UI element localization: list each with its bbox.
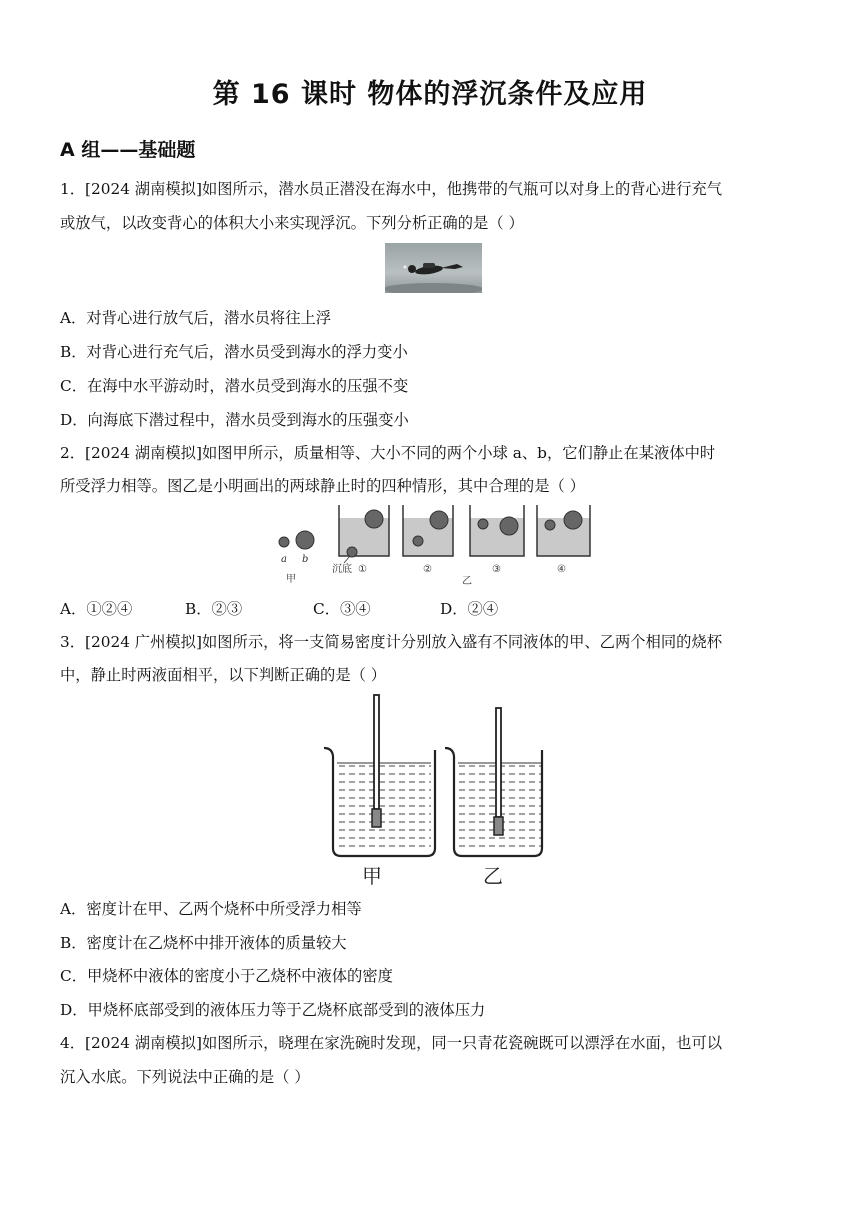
label-yi: 乙 <box>462 576 472 587</box>
label-n4: ④ <box>557 564 566 575</box>
label-jia: 甲 <box>286 574 296 585</box>
label-n3: ③ <box>492 564 501 575</box>
q3-option-d: D．甲烧杯底部受到的液体压力等于乙烧杯底部受到的液体压力 <box>60 1001 486 1019</box>
beaker-4 <box>537 505 590 556</box>
q1-option-d: D．向海底下潜过程中，潜水员受到海水的压强变小 <box>60 411 409 429</box>
label-jia: 甲 <box>362 864 382 888</box>
label-a: a <box>281 554 287 565</box>
q3-stem-line1: 3．[2024 广州模拟]如图所示，将一支简易密度计分别放入盛有不同液体的甲、乙两个相同的烧杯 <box>60 633 723 651</box>
page-title: 第 16 课时 物体的浮沉条件及应用 <box>212 79 648 110</box>
q4-stem-line1: 4．[2024 湖南模拟]如图所示，晓理在家洗碗时发现，同一只青花瓷碗既可以漂浮在水面，也可以 <box>60 1034 723 1052</box>
q3-option-b: B．密度计在乙烧杯中排开液体的质量较大 <box>60 934 347 952</box>
label-n2: ② <box>423 564 432 575</box>
q2-stem-line1: 2．[2024 湖南模拟]如图甲所示，质量相等、大小不同的两个小球 a、b，它们静止在某液体中时 <box>60 444 716 462</box>
label-b: b <box>302 554 309 565</box>
label-yi: 乙 <box>483 864 503 888</box>
q2-option-c: C．③④ <box>313 600 371 618</box>
q3-option-a: A．密度计在甲、乙两个烧杯中所受浮力相等 <box>60 900 362 918</box>
section-heading: A 组——基础题 <box>60 139 196 161</box>
q1-stem-line2: 或放气，以改变背心的体积大小来实现浮沉。下列分析正确的是（ ） <box>60 214 524 232</box>
q1-option-a: A．对背心进行放气后，潜水员将往上浮 <box>60 309 332 327</box>
q3-stem-line2: 中，静止时两液面相平，以下判断正确的是（ ） <box>60 666 387 684</box>
label-chendi: 沉底 <box>332 564 352 575</box>
q2-option-d: D．②④ <box>440 600 499 618</box>
diver-photo <box>385 243 482 293</box>
ball-b <box>296 531 314 549</box>
beaker-2 <box>403 505 453 556</box>
beaker-jia <box>324 695 435 856</box>
beaker-3 <box>470 505 524 556</box>
q3-option-c: C．甲烧杯中液体的密度小于乙烧杯中液体的密度 <box>60 967 393 985</box>
ball-a <box>279 537 289 547</box>
q2-option-b: B．②③ <box>185 600 243 618</box>
q1-option-c: C．在海中水平游动时，潜水员受到海水的压强不变 <box>60 377 409 395</box>
hydrometer-figure <box>318 690 548 890</box>
beaker-1 <box>339 505 389 563</box>
label-n1: ① <box>358 564 367 575</box>
q1-option-b: B．对背心进行充气后，潜水员受到海水的浮力变小 <box>60 343 408 361</box>
balls-figure <box>270 500 600 592</box>
q1-stem-line1: 1．[2024 湖南模拟]如图所示，潜水员正潜没在海水中，他携带的气瓶可以对身上的背心进行充气 <box>60 180 723 198</box>
q2-option-a: A．①②④ <box>60 600 133 618</box>
q4-stem-line2: 沉入水底。下列说法中正确的是（ ） <box>60 1068 310 1086</box>
q2-stem-line2: 所受浮力相等。图乙是小明画出的两球静止时的四种情形，其中合理的是（ ） <box>60 477 585 495</box>
q2-options <box>60 597 498 619</box>
beaker-yi <box>445 708 542 856</box>
